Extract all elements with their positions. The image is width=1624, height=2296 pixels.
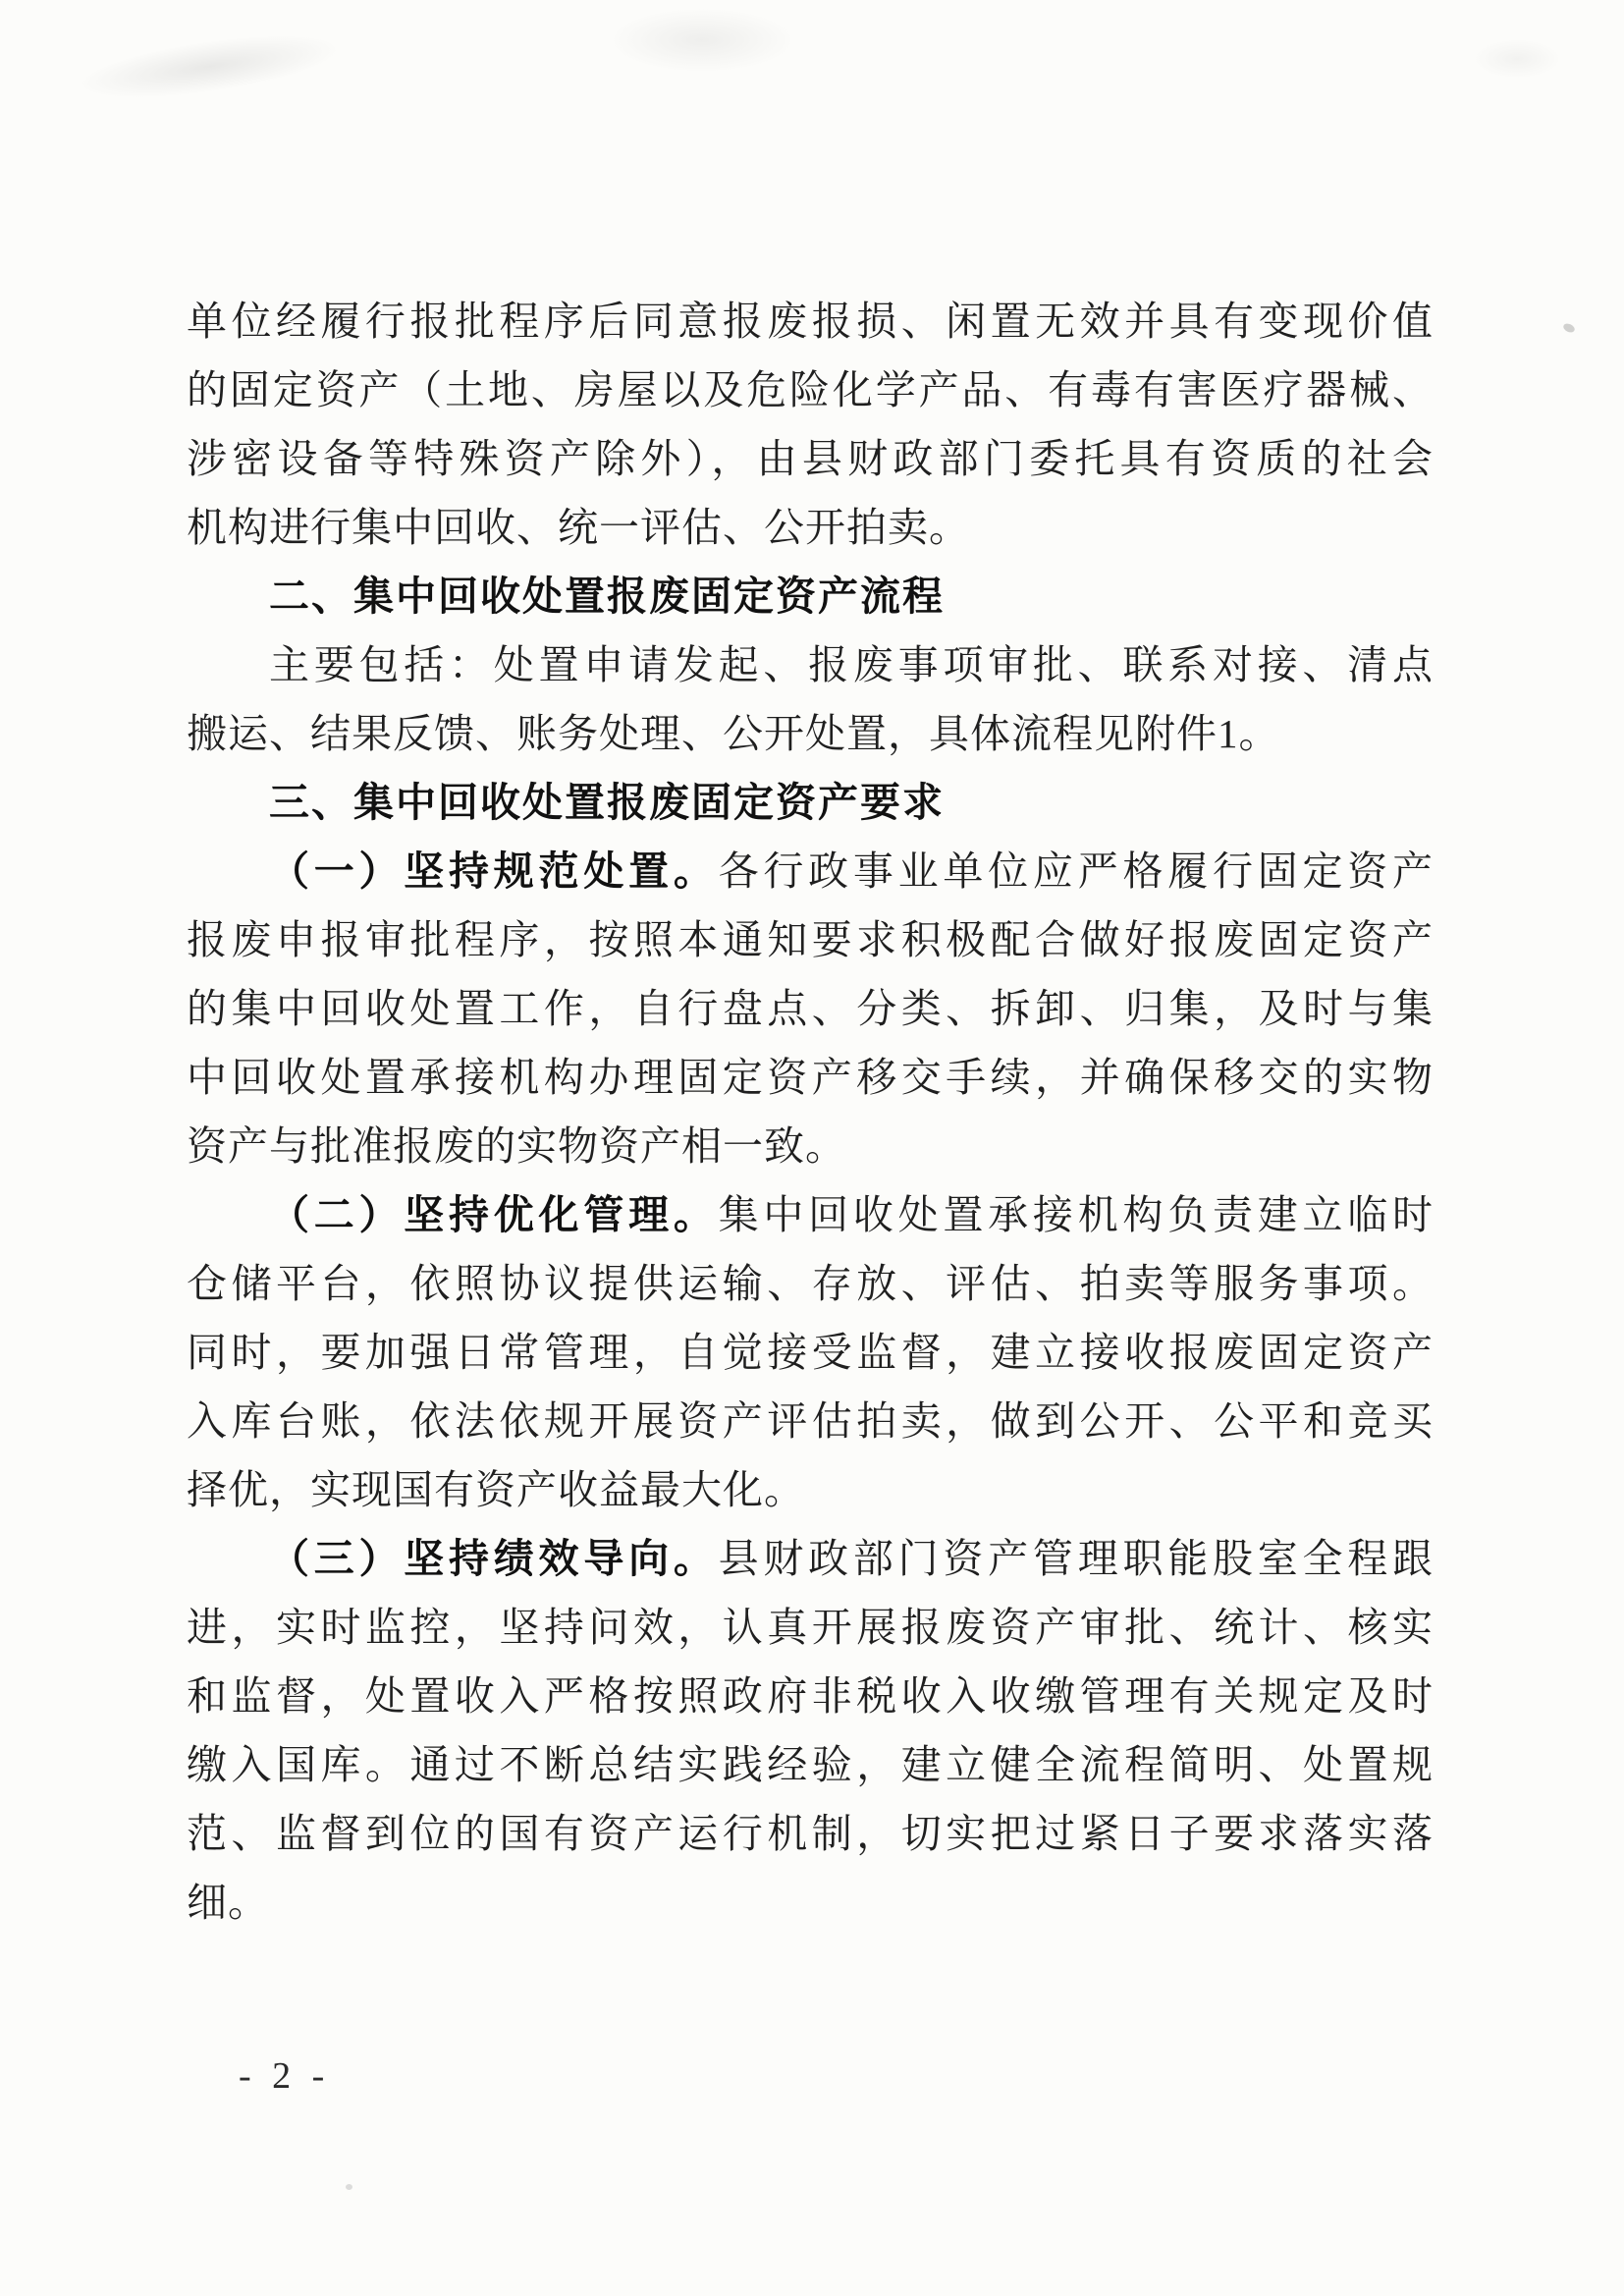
line-text: 中回收处置承接机构办理固定资产移交手续，并确保移交的实物 — [187, 1055, 1434, 1100]
paragraph-lead: （三）坚持绩效导向。 — [269, 1536, 719, 1581]
scan-smudge — [1473, 39, 1561, 79]
body-line — [187, 1662, 1434, 1730]
section-heading-two — [187, 562, 1434, 630]
body-line — [187, 1730, 1434, 1799]
line-text: 县财政部门资产管理职能股室全程跟 — [718, 1536, 1435, 1581]
body-line — [187, 1387, 1434, 1455]
page-number: - 2 - — [239, 2055, 331, 2097]
body-line — [187, 905, 1434, 974]
line-text: 择优，实现国有资产收益最大化。 — [187, 1467, 805, 1512]
heading-text: 二、集中回收处置报废固定资产流程 — [269, 574, 945, 619]
paragraph-lead: （一）坚持规范处置。 — [269, 848, 719, 894]
line-text: 的集中回收处置工作，自行盘点、分类、拆卸、归集，及时与集 — [187, 986, 1434, 1031]
line-text: 入库台账，依法依规开展资产评估拍卖，做到公开、公平和竞买 — [187, 1398, 1434, 1444]
line-text: 涉密设备等特殊资产除外），由县财政部门委托具有资质的社会 — [187, 436, 1434, 481]
line-text: 集中回收处置承接机构负责建立临时 — [718, 1192, 1435, 1237]
heading-text: 三、集中回收处置报废固定资产要求 — [269, 780, 945, 825]
line-text: 缴入国库。通过不断总结实践经验，建立健全流程简明、处置规 — [187, 1742, 1434, 1787]
paragraph-lead: （二）坚持优化管理。 — [269, 1192, 719, 1237]
body-line — [187, 1455, 1434, 1524]
line-text: 主要包括：处置申请发起、报废事项审批、联系对接、清点 — [269, 642, 1434, 687]
section-heading-three — [187, 768, 1434, 837]
scan-speck — [1562, 322, 1576, 334]
body-line — [187, 1524, 1434, 1593]
body-line — [187, 493, 1434, 562]
body-line — [187, 699, 1434, 768]
body-line — [187, 1799, 1434, 1868]
body-line — [187, 287, 1434, 355]
line-text: 报废申报审批程序，按照本通知要求积极配合做好报废固定资产 — [187, 917, 1434, 962]
body-line — [187, 424, 1434, 493]
body-line — [187, 630, 1434, 699]
body-line — [187, 1868, 1434, 1937]
line-text: 资产与批准报废的实物资产相一致。 — [187, 1123, 846, 1169]
scan-smudge — [609, 8, 795, 73]
body-line — [187, 1318, 1434, 1387]
line-text: 仓储平台，依照协议提供运输、存放、评估、拍卖等服务事项。 — [187, 1261, 1434, 1306]
line-text: 范、监督到位的国有资产运行机制，切实把过紧日子要求落实落 — [187, 1811, 1434, 1856]
body-line — [187, 974, 1434, 1043]
line-text: 搬运、结果反馈、账务处理、公开处置，具体流程见附件1。 — [187, 711, 1280, 756]
line-text: 同时，要加强日常管理，自觉接受监督，建立接收报废固定资产 — [187, 1330, 1434, 1375]
body-line — [187, 1112, 1434, 1180]
body-line — [187, 837, 1434, 905]
line-text: 各行政事业单位应严格履行固定资产 — [718, 848, 1435, 894]
body-line — [187, 1249, 1434, 1318]
line-text: 进，实时监控，坚持问效，认真开展报废资产审批、统计、核实 — [187, 1605, 1434, 1650]
line-text: 机构进行集中回收、统一评估、公开拍卖。 — [187, 505, 970, 550]
scan-smudge — [75, 23, 345, 110]
body-line — [187, 355, 1434, 424]
line-text: 单位经履行报批程序后同意报废报损、闲置无效并具有变现价值 — [187, 299, 1434, 344]
body-line — [187, 1043, 1434, 1112]
line-text: 的固定资产（土地、房屋以及危险化学产品、有毒有害医疗器械、 — [187, 367, 1434, 412]
body-line — [187, 1180, 1434, 1249]
document-body — [187, 287, 1434, 1937]
body-line — [187, 1593, 1434, 1662]
line-text: 细。 — [187, 1880, 269, 1925]
scan-speck — [346, 2184, 352, 2190]
line-text: 和监督，处置收入严格按照政府非税收入收缴管理有关规定及时 — [187, 1673, 1434, 1719]
